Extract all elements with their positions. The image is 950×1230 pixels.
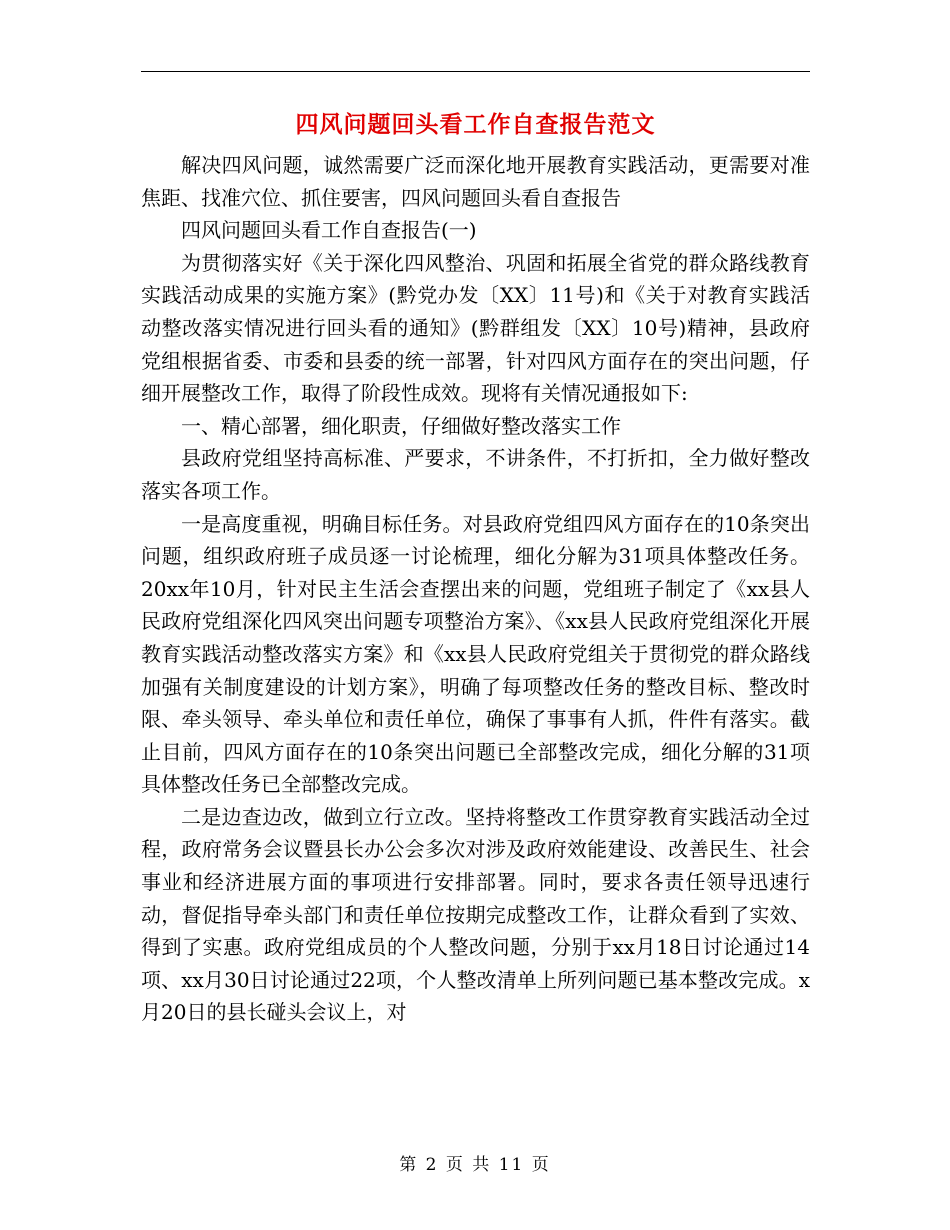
- header-rule: [141, 71, 810, 72]
- paragraph-intro: 解决四风问题，诚然需要广泛而深化地开展教育实践活动，更需要对准焦距、找准穴位、抓住要害，四风问题回头看自查报告: [141, 153, 810, 210]
- paragraph-report-heading: 四风问题回头看工作自查报告(一): [181, 218, 477, 243]
- page-number-footer: 第 2 页 共 11 页: [399, 1155, 551, 1175]
- document-body: [141, 149, 810, 1029]
- paragraph-point-1: 一是高度重视，明确目标任务。对县政府党组四风方面存在的10条突出问题，组织政府班子成员逐一讨论梳理，细化分解为31项具体整改任务。20xx年10月，针对民主生活会查摆出来的问题，党组班子制定了《xx县人民政府党组深化四风突出问题专项整治方案》、《xx县人民政府党组深化开展教育实践活动整改落实方案》和《xx县人民政府党组关于贯彻党的群众路线加强有关制度建设的计划方案》，明确了每项整改任务的整改目标、整改时限、牵头领导、牵头单位和责任单位，确保了事事有人抓，件件有落实。截止目前，四风方面存在的10条突出问题已全部整改完成，细化分解的31项具体整改任务已全部整改完成。: [141, 511, 810, 797]
- document-title: 四风问题回头看工作自查报告范文: [295, 111, 656, 138]
- section-heading-1: 一、精心部署，细化职责，仔细做好整改落实工作: [181, 413, 621, 438]
- paragraph-section-1-summary: 县政府党组坚持高标准、严要求，不讲条件，不打折扣，全力做好整改落实各项工作。: [141, 446, 810, 503]
- paragraph-background: 为贯彻落实好《关于深化四风整治、巩固和拓展全省党的群众路线教育实践活动成果的实施方案》(黔党办发〔XX〕11号)和《关于对教育实践活动整改落实情况进行回头看的通知》(黔群组发〔XX〕10号)精神，县政府党组根据省委、市委和县委的统一部署，针对四风方面存在的突出问题，仔细开展整改工作，取得了阶段性成效。现将有关情况通报如下:: [141, 250, 810, 406]
- paragraph-point-2: 二是边查边改，做到立行立改。坚持将整改工作贯穿教育实践活动全过程，政府常务会议暨县长办公会多次对涉及政府效能建设、改善民生、社会事业和经济进展方面的事项进行安排部署。同时，要求各责任领导迅速行动，督促指导牵头部门和责任单位按期完成整改工作，让群众看到了实效、得到了实惠。政府党组成员的个人整改问题，分别于xx月18日讨论通过14项、xx月30日讨论通过22项，个人整改清单上所列问题已基本整改完成。x月20日的县长碰头会议上，对: [141, 804, 810, 1025]
